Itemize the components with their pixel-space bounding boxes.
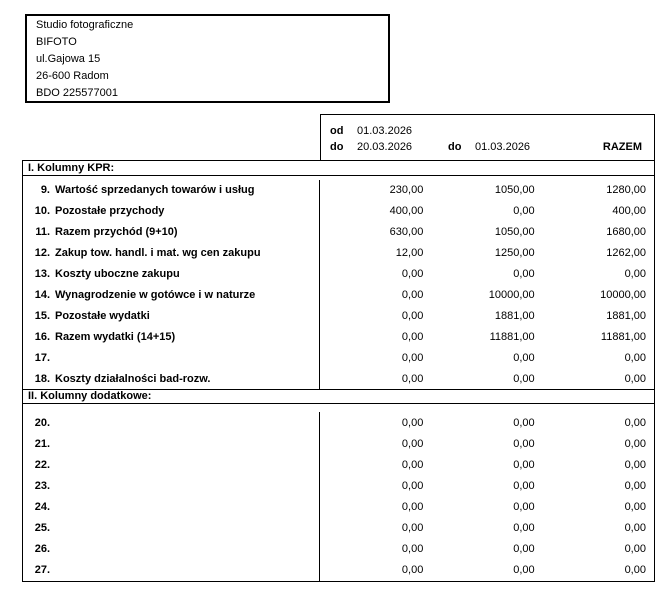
row-number: 20. [34,416,50,429]
row-number: 25. [34,522,50,535]
row-number: 23. [34,479,50,492]
row-value: 0,00 [624,479,646,492]
row-value: 0,00 [513,351,535,364]
row-label: Koszty działalności bad-rozw. [55,372,211,385]
row-number: 14. [34,288,50,301]
row-value: 0,00 [513,372,535,385]
period-header [320,114,655,160]
table-row [23,305,654,326]
row-label: Razem wydatki (14+15) [55,330,176,343]
row-value: 0,00 [513,479,535,492]
table-row [23,497,654,518]
row-value: 0,00 [513,543,535,556]
period-to-line [321,139,654,155]
section-header-additional: II. Kolumny dodatkowe: [23,389,654,404]
row-value: 0,00 [513,564,535,577]
total-column-header: RAZEM [602,141,642,153]
row-value: 0,00 [401,501,424,514]
table-row [23,180,654,201]
row-value: 0,00 [624,564,646,577]
row-value: 0,00 [401,268,424,281]
row-values [319,454,654,475]
company-street-line: ul.Gajowa 15 [36,53,101,65]
row-value: 0,00 [624,437,646,450]
row-number: 21. [34,437,50,450]
table-row [23,518,654,539]
row-values [319,243,654,264]
row-values [319,433,654,454]
row-value: 0,00 [401,479,424,492]
row-number: 16. [34,330,50,343]
row-value: 1881,00 [494,309,535,322]
row-values [319,222,654,243]
row-value: 0,00 [513,437,535,450]
summary-table [22,112,655,582]
row-value: 0,00 [513,522,535,535]
table-row [23,412,654,433]
row-number: 27. [34,564,50,577]
row-value: 1250,00 [494,247,535,260]
row-value: 400,00 [389,205,424,218]
row-value: 11881,00 [489,330,535,343]
row-value: 0,00 [513,268,535,281]
row-value: 0,00 [624,458,646,471]
row-label: Pozostałe przychody [55,205,165,218]
row-value: 0,00 [624,522,646,535]
company-shortname-line: BIFOTO [36,36,77,48]
table-row [23,201,654,222]
row-value: 11881,00 [600,330,646,343]
table-row [23,539,654,560]
row-number: 11. [35,226,50,239]
company-city-line: 26-600 Radom [36,70,109,82]
row-number: 24. [34,501,50,514]
company-info-box [25,14,390,103]
row-number: 18. [34,372,50,385]
row-number: 26. [34,543,50,556]
table-row [23,285,654,306]
row-number: 13. [34,268,50,281]
row-value: 12,00 [395,247,424,260]
row-label: Koszty uboczne zakupu [55,268,180,281]
row-value: 1881,00 [606,309,646,322]
row-number: 17. [34,351,50,364]
row-value: 1280,00 [606,184,646,197]
row-number: 10. [34,205,50,218]
row-value: 0,00 [401,330,424,343]
period2-date: 01.03.2026 [475,141,531,153]
row-value: 0,00 [401,372,424,385]
row-value: 1680,00 [606,226,646,239]
row-value: 0,00 [624,351,646,364]
row-value: 0,00 [401,351,424,364]
period-from-line [321,123,654,139]
row-value: 0,00 [401,288,424,301]
row-values [319,560,654,581]
row-values [319,347,654,368]
table-row [23,243,654,264]
row-value: 0,00 [513,458,535,471]
row-number: 12. [34,247,50,260]
table-row [23,222,654,243]
row-value: 0,00 [401,416,424,429]
row-values [319,518,654,539]
section-header-kpr: I. Kolumny KPR: [23,161,654,176]
row-value: 0,00 [624,416,646,429]
row-value: 0,00 [624,372,646,385]
row-label: Wartość sprzedanych towarów i usług [55,184,255,197]
row-values [319,326,654,347]
row-values [319,201,654,222]
row-value: 0,00 [401,309,424,322]
row-value: 630,00 [389,226,424,239]
row-number: 15. [34,309,50,322]
table-row [23,560,654,581]
row-label: Zakup tow. handl. i mat. wg cen zakupu [55,247,261,260]
table-row [23,433,654,454]
row-value: 0,00 [401,564,424,577]
row-number: 9. [40,184,50,197]
row-values [319,497,654,518]
period-to-cell [321,139,448,155]
row-label: Wynagrodzenie w gotówce i w naturze [55,288,256,301]
period2-cell [448,139,563,155]
row-value: 10000,00 [488,288,535,301]
row-values [319,368,654,389]
row-values [319,475,654,496]
table-row [23,264,654,285]
section-additional-rows [23,404,654,581]
row-value: 0,00 [624,543,646,556]
row-value: 0,00 [513,205,535,218]
table-row [23,454,654,475]
row-label: Pozostałe wydatki [55,309,150,322]
table-row [23,475,654,496]
kpr-columns-table [22,160,655,582]
row-values [319,539,654,560]
row-value: 0,00 [513,501,535,514]
row-value: 400,00 [612,205,646,218]
row-value: 0,00 [401,458,424,471]
row-number: 22. [34,458,50,471]
table-row [23,347,654,368]
row-value: 0,00 [624,501,646,514]
section-kpr-rows [23,176,654,389]
company-name-line: Studio fotograficzne [36,19,134,31]
row-value: 0,00 [401,522,424,535]
to-label: do [330,141,344,153]
row-value: 0,00 [401,437,424,450]
row-values [319,264,654,285]
row-value: 0,00 [401,543,424,556]
row-value: 10000,00 [600,288,646,301]
period-from-cell [321,123,448,139]
to-date: 20.03.2026 [357,141,413,153]
row-value: 1050,00 [494,226,535,239]
company-bdo-line: BDO 225577001 [36,87,118,99]
table-row [23,326,654,347]
row-values [319,305,654,326]
row-values [319,412,654,433]
row-value: 230,00 [389,184,424,197]
row-values [319,285,654,306]
row-value: 1262,00 [606,247,646,260]
table-row [23,368,654,389]
from-date: 01.03.2026 [357,125,413,137]
row-value: 1050,00 [494,184,535,197]
row-label: Razem przychód (9+10) [55,226,178,239]
period2-label: do [448,141,462,153]
row-value: 0,00 [624,268,646,281]
from-label: od [330,125,344,137]
row-values [319,180,654,201]
row-value: 0,00 [513,416,535,429]
